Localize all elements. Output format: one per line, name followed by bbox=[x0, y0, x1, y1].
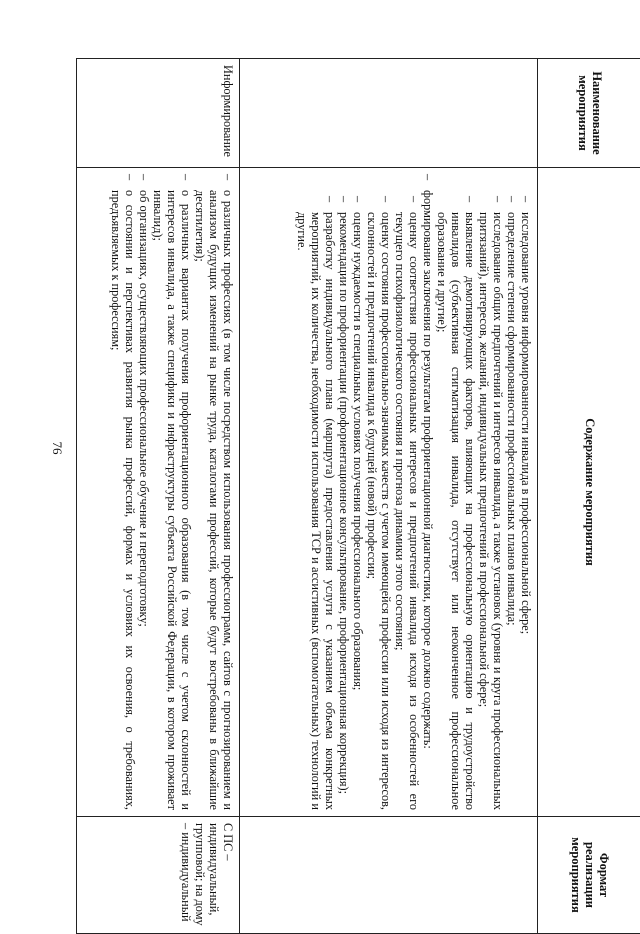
list-item-conclusion: – формирование заключения по результатам профориентационной диагностики, которое должно содержать: bbox=[421, 174, 435, 810]
table-header-row bbox=[538, 59, 640, 934]
row1-format-cell bbox=[239, 817, 537, 934]
sub-list-item: – оценку состояния профессионально-значимых качеств с учетом имеющейся профессии или исходя из интересов, склонностей и предпочтений инвалида к будущей (новой) профессии; bbox=[365, 174, 393, 810]
measures-table bbox=[76, 58, 640, 934]
row2-name-cell: Информирование bbox=[77, 59, 240, 168]
row2-format-cell: С ПС – индивидуальный, групповой; на дому – индивидуальный bbox=[77, 817, 240, 934]
list-item: – выявление демотивирующих факторов, влияющих на профессиональную ориентацию и трудоустройство инвалидов (субъективная стигматизация инвалида, отсутствует или неоконченное профессиональное образование и другие); bbox=[435, 174, 477, 810]
sub-list-item: – разработку индивидуального плана (маршрута) предоставления услуги с указанием объема конкретных мероприятий, их количества, необходимости использования ТСР и ассистивных (вспомогательных) технологий и другие. bbox=[295, 174, 337, 810]
row1-content-cell bbox=[239, 168, 537, 817]
header-content: Содержание мероприятия bbox=[538, 168, 640, 817]
list-item: – о различных профессиях (в том числе посредством использования профессиограмм, сайтов с прогнозированием и анализом будущих изменений на рынке труда, каталогами профессий, которые будут востребованы в ближайшие десятилетия); bbox=[193, 174, 235, 810]
header-format: Формат реализации мероприятия bbox=[538, 817, 640, 934]
page-number: 76 bbox=[49, 438, 65, 458]
sub-list-item: – рекомендации по профориентации (профориентационное консультирование, профориентационная коррекция); bbox=[337, 174, 351, 810]
list-item: – исследование уровня информированности инвалида в профессиональной сфере; bbox=[519, 174, 533, 810]
sub-list-item: – оценку соответствия профессиональных интересов и предпочтений инвалида исходя из особенностей его текущего психофизиологического состояния и прогноза динамики этого состояния; bbox=[393, 174, 421, 810]
sub-list-item: – оценку нуждаемости в специальных условиях получения профессионального образования; bbox=[351, 174, 365, 810]
rotated-page-content bbox=[76, 58, 640, 906]
list-item: – об организациях, осуществляющих профессиональное обучение и переподготовку; bbox=[137, 174, 151, 810]
table-row bbox=[239, 59, 537, 934]
header-name: Наименование мероприятия bbox=[538, 59, 640, 168]
table-row bbox=[77, 59, 240, 934]
row2-content-cell bbox=[77, 168, 240, 817]
list-item: – о состоянии и перспективах развития рынка профессий, формах и условиях их освоения, о требованиях, предъявляемых к профессиям; bbox=[109, 174, 137, 810]
list-item: – определение степени сформированности профессиональных планов инвалида; bbox=[505, 174, 519, 810]
list-item: – о различных вариантах получения профориентационного образования (в том числе с учетом склонностей и интересов инвалида, а также специфики и инфраструктуры субъекта Российской Федерации, в котором проживает инвалид); bbox=[151, 174, 193, 810]
list-item: – исследование общих предпочтений и интересов инвалида, а также установок (уровня и круга профессиональных притязаний), интересов, желаний, индивидуальных предпочтений в профессиональной сфере; bbox=[477, 174, 505, 810]
row1-name-cell bbox=[239, 59, 537, 168]
